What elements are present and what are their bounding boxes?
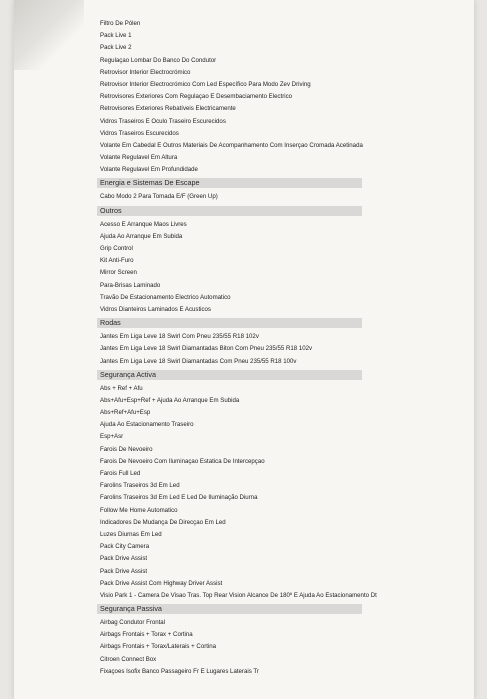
list-item: Jantes Em Liga Leve 18 Swirl Diamantadas Biton Com Pneu 235/55 R18 102v (100, 345, 313, 353)
list-item: Jantes Em Liga Leve 18 Swirl Com Pneu 235/55 R18 102v (100, 333, 259, 341)
list-item: Grip Control (100, 245, 133, 252)
list-item: Visio Park 1 - Camera De Visao Tras. Top Rear Vision Alcance De 180º E Ajuda Ao Estacionamento Dt (100, 591, 377, 599)
list-item: Pack Live 2 (100, 44, 132, 52)
list-item: Retrovisores Exteriores Rebatíveis Electricamente (100, 105, 236, 113)
section-header: Outros (97, 206, 362, 216)
list-item: Pack Live 1 (100, 32, 132, 40)
section-header: Segurança Passiva (97, 604, 362, 614)
list-item: Retrovisor Interior Electrocrómico Com Led Específico Para Modo Zev Driving (100, 80, 311, 88)
section-header: Energia e Sistemas De Escape (97, 178, 362, 188)
list-item: Travão De Estacionamento Electrico Automatico (100, 293, 231, 301)
list-item: Airbags Frontais + Torax + Cortina (100, 631, 193, 639)
section-header: Rodas (97, 318, 362, 328)
list-item: Ajuda Ao Arranque Em Subida (100, 232, 183, 240)
list-item: Ajuda Ao Estacionamento Traseiro (100, 421, 194, 429)
document-page (14, 0, 474, 699)
list-item: Regulaçao Lombar Do Banco Do Condutor (100, 56, 217, 64)
list-item: Pack Drive Assist (100, 555, 148, 563)
list-item: Volante Regulavel Em Profundidade (100, 166, 198, 174)
page-fold-shadow (14, 0, 84, 70)
list-item: Volante Regulavel Em Altura (100, 154, 178, 162)
list-item: Vidros Traseiros E Oculo Traseiro Escurecidos (100, 117, 226, 125)
list-item: Abs + Ref + Afu (100, 384, 143, 392)
list-item: Pack Drive Assist Com Highway Driver Assist (100, 579, 223, 587)
list-item: Airbag Condutor Frontal (100, 619, 166, 627)
list-item: Vidros Traseiros Escurecidos (100, 129, 179, 137)
list-item: Farois De Nevoeiro Com Iluminaçao Estatica De Intercepçao (100, 457, 265, 465)
list-item: Fixaçoes Isofix Banco Passageiro Fr E Lugares Laterais Tr (100, 667, 259, 675)
list-item: Luzes Diurnas Em Led (100, 530, 162, 538)
section-header: Segurança Activa (97, 370, 362, 380)
list-item: Kit Anti-Furo (100, 257, 134, 265)
list-item: Airbags Frontais + Torax/Laterais + Cortina (100, 643, 217, 651)
list-item: Jantes Em Liga Leve 18 Swirl Diamantadas Com Pneu 235/55 R18 100v (100, 357, 297, 365)
list-item: Indicadores De Mudança De Direcçao Em Led (100, 518, 226, 526)
list-item: Retrovisores Exteriores Com Regulaçao E Desembaciamento Electrico (100, 93, 293, 101)
list-item: Acesso E Arranque Maos Livres (100, 220, 187, 228)
list-item: Farolins Traseiros 3d Em Led E Led De Iluminação Diurna (100, 494, 258, 502)
list-item: Retrovisor Interior Electrocrómico (100, 68, 191, 76)
list-item: Pack Drive Assist (100, 567, 148, 575)
list-item: Abs+Ref+Afu+Esp (100, 409, 151, 417)
list-item: Farois Full Led (100, 470, 141, 477)
list-item: Abs+Afu+Esp+Ref + Ajuda Ao Arranque Em Subida (100, 396, 240, 404)
list-item: Vidros Dianteiros Laminados E Acusticos (100, 305, 211, 313)
list-item: Follow Me Home Automatico (100, 506, 178, 514)
equipment-list (100, 20, 420, 680)
list-item: Pack City Camera (100, 543, 150, 551)
list-item: Farolins Traseiros 3d Em Led (100, 482, 180, 490)
list-item: Mirror Screen (100, 269, 137, 277)
list-item: Cabo Modo 2 Para Tomada E/F (Green Up) (100, 193, 218, 201)
list-item: Farois De Nevoeiro (100, 445, 153, 453)
list-item: Citroen Connect Box (100, 655, 157, 663)
list-item: Esp+Asr (100, 433, 124, 441)
list-item: Volante Em Cabedal E Outros Materiais De Acompanhamento Com Inserçao Cromada Acetinada (100, 141, 363, 149)
list-item: Filtro De Pólen (100, 20, 141, 27)
list-item: Para-Brisas Laminado (100, 281, 161, 289)
